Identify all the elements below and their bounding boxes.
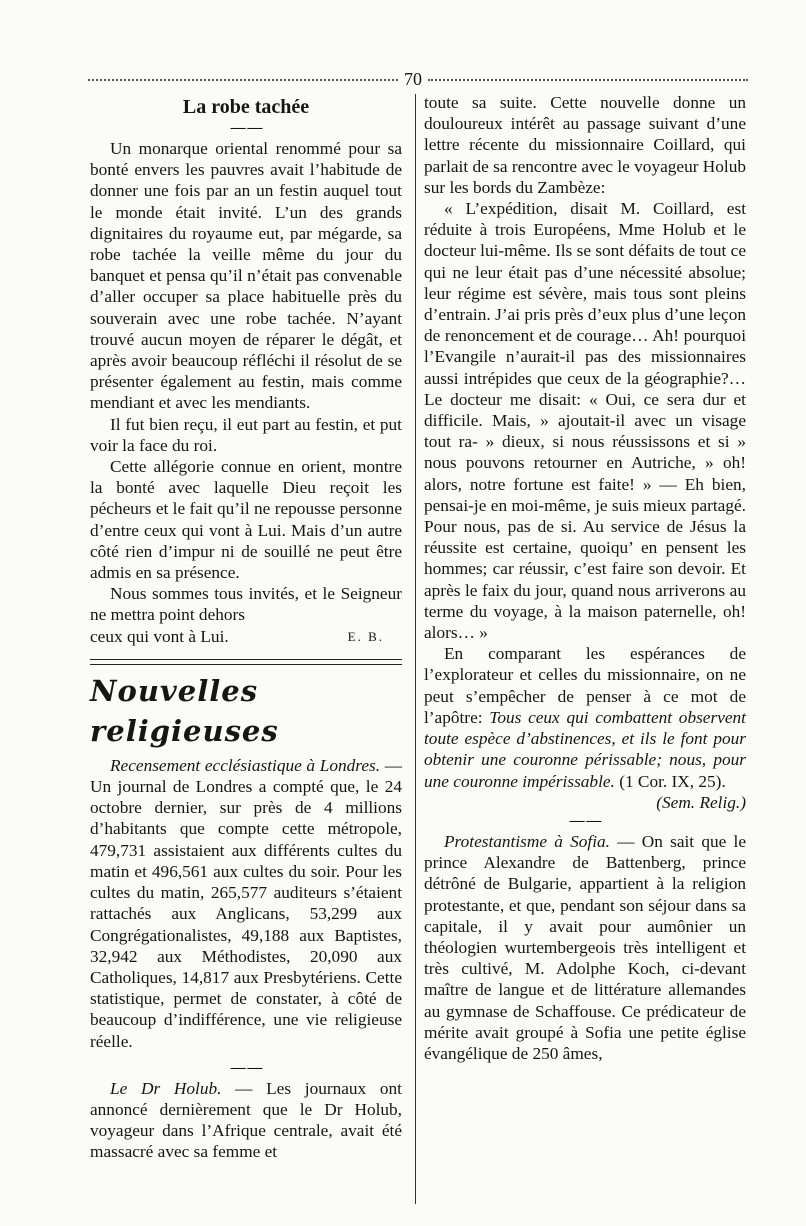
news-dash: — — <box>569 812 601 829</box>
article-title-dash: — — <box>230 120 262 136</box>
article-title: La robe tachée <box>182 96 310 118</box>
news-body: — On sait que le prince Alexandre de Battenberg, prince détrôné de Bulgarie, appartient à la religion protestante, et que, pendant son séjour dans sa capitale, il y avait pour aumônier un théologien wurtembergeois très intelligent et très cultivé, M. Adolphe Koch, ci-devant maître de langue et de littérature allemandes au gymnase de Schaffouse. Ce prédicateur de mérite avait groupé à Sofia une petite église évangélique de 250 âmes, <box>424 831 746 1063</box>
news-body: — Les journaux ont annoncé dernièrement que le Dr Holub, voyageur dans l’Afrique centrale, avait été massacré avec sa femme et <box>90 1078 402 1162</box>
scripture-reference: (1 Cor. IX, 25). <box>619 771 726 791</box>
news-item-london <box>90 755 402 1052</box>
column-divider <box>415 94 416 1204</box>
source-citation: (Sem. Relig.) <box>656 792 746 812</box>
news-dash: — — <box>230 1059 262 1076</box>
article-paragraph: Cette allégorie connue en orient, montre la bonté avec laquelle Dieu reçoit les pécheurs et le fait qu’il ne repousse personne d’entre ceux qui vont à Lui. Mais d’un autre côté rien d’impur ni de souillé ne peut être admis en sa présence. <box>90 457 402 583</box>
page-number: 70 <box>404 69 422 89</box>
left-column <box>90 92 402 1163</box>
news-item-sofia <box>424 831 746 1064</box>
header-rule-right <box>428 79 748 81</box>
article-paragraph: Nous sommes tous invités, et le Seigneur ne mettra point dehors <box>90 584 402 625</box>
article-paragraph: « L’expédition, disait M. Coillard, est réduite à trois Européens, Mme Holub et le docteur lui-même. Ils se sont défaits de tout ce qui ne leur était pas d’une nécessité absolue; leur régime est sévère, mais tous sont pleins d’entrain. J’ai pris près d’eux plus d’une leçon de renoncement et de courage… Ah! pourquoi l’Evangile n’aurait-il pas des missionnaires aussi intrépides que ceux de la géographie?…Le docteur me disait: « Oui, ce sera dur et difficile. Mais, » ajoutait-il avec un visage tout ra- » dieux, si nous réussissons et si » nous pouvons retourner en Autriche, » oh! alors, notre fortune est faite! » — Eh bien, pensai-je en moi-même, je suis mieux partagé. Pour nous, pas de si. Au service de Jésus la réussite est certaine, quoiqu’ en pensent les hommes; car réussir, c’est faire son devoir. Et après le faix du jour, quand nous arriverons au terme du voyage, à la maison paternelle, oh! alors… » <box>424 199 747 643</box>
article-closing-line <box>90 626 402 647</box>
header-rule-left <box>88 79 398 81</box>
news-body: — Un journal de Londres a compté que, le 24 octobre dernier, sur près de 4 millions d’habitants que compte cette métropole, 479,731 assistaient aux différents cultes du matin et 496,561 aux cultes du soir. Pour les cultes du matin, 265,577 auditeurs s’étaient rattachés aux Anglicans, 53,299 aux Congrégationalistes, 49,188 aux Baptistes, 32,942 aux Méthodistes, 20,090 aux Catholiques, 14,817 aux Presbytériens. Cette statistique, permet de constater, à côté de beaucoup d’indifférence, une vie religieuse réelle. <box>90 755 402 1051</box>
page-header <box>88 68 748 90</box>
news-heading: Recensement ecclésiastique à Londres. <box>110 755 381 775</box>
news-heading: Le Dr Holub. <box>110 1078 222 1098</box>
article-paragraph: Il fut bien reçu, il eut part au festin, et put voir la face du roi. <box>90 414 402 455</box>
section-title: Nouvelles religieuses <box>90 673 279 748</box>
paragraph-text: En comparant les espérances de l’explorateur et celles du missionnaire, on ne peut s’empêcher de penser à ce mot de l’apôtre: <box>424 644 746 727</box>
article-paragraph: toute sa suite. Cette nouvelle donne un douloureux intérêt au passage suivant d’une lettre récente du missionnaire Coillard, qui parlait de sa rencontre avec le voyageur Holub sur les bords du Zambèze: <box>424 93 746 197</box>
article-signature: E. B. <box>347 628 384 644</box>
article-paragraph: Un monarque oriental renommé pour sa bonté envers les pauvres avait l’habitude de donner une fois par an un festin auquel tout le monde était invité. L’un des grands dignitaires du royaume eut, par mégarde, sa robe tachée la veille même du jour du banquet et pensa qu’il n’était pas convenable d’aller occuper sa place habituelle près du souverain avec une robe tachée. N’ayant trouvé aucun moyen de réparer le dégât, et après avoir beaucoup réfléchi il résolut de se présenter également au festin, mais comme mendiant et avec les mendiants. <box>90 139 402 413</box>
right-column <box>424 92 746 1064</box>
news-heading: Protestantisme à Sofia. <box>444 831 610 851</box>
newspaper-page <box>88 58 748 1208</box>
scripture-quote: Tous ceux qui combattent observent toute espèce d’abstinences, et ils le font pour obtenir une couronne périssable; nous, pour une couronne impérissable. <box>424 707 746 791</box>
news-item-holub <box>90 1078 402 1163</box>
article-last-line: ceux qui vont à Lui. <box>90 626 229 646</box>
article-paragraph <box>424 643 746 812</box>
section-rule <box>90 659 402 665</box>
